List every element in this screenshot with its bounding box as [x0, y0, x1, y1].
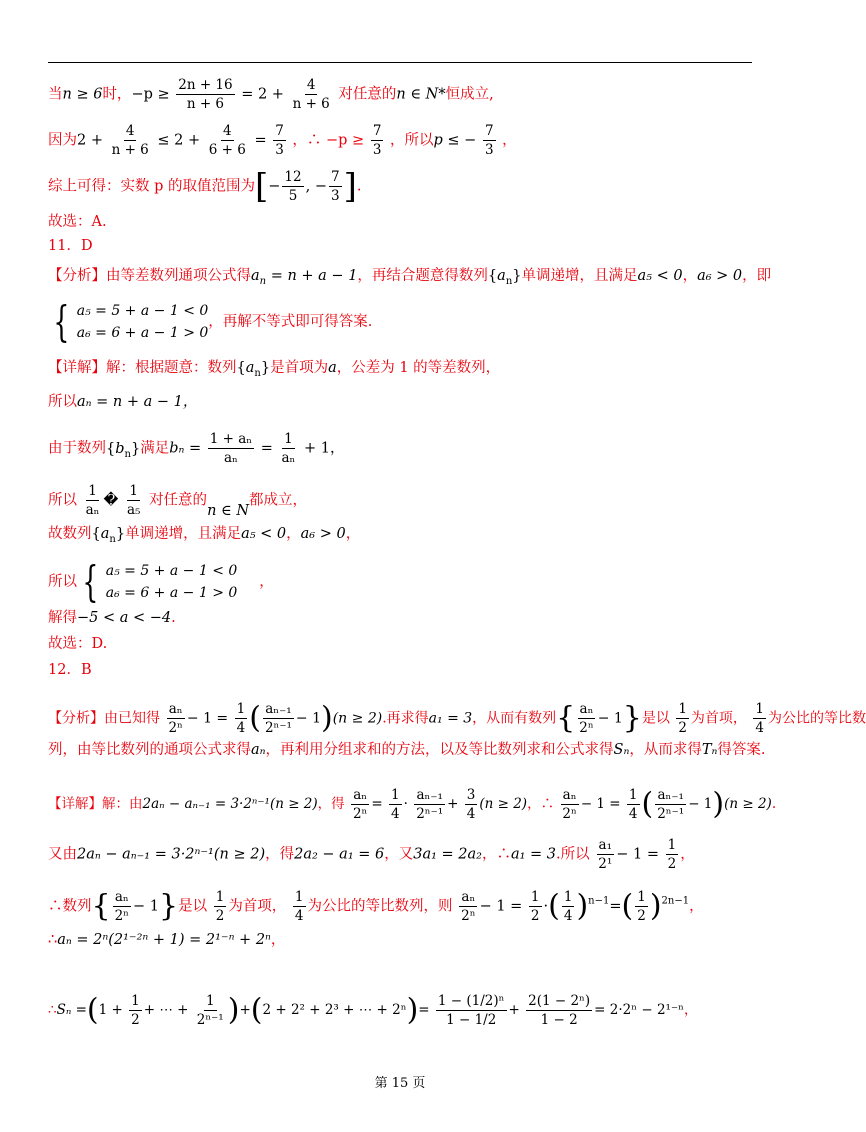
text: ，	[502, 132, 517, 149]
fraction	[263, 700, 294, 737]
denominator: 4	[294, 908, 304, 924]
math: + 1，	[304, 440, 345, 457]
denominator: 2	[131, 1012, 140, 1028]
replacement-glyph: �	[103, 492, 119, 509]
numerator: aₙ₋₁	[416, 787, 443, 803]
math: 2 +	[77, 132, 103, 149]
fraction	[526, 992, 592, 1029]
q10-line-1	[48, 76, 494, 113]
text: ，得	[317, 796, 345, 812]
text: 由等差数列通项公式得	[106, 268, 251, 284]
fraction	[371, 122, 384, 159]
denominator: aₙ	[85, 502, 100, 518]
fraction	[459, 888, 477, 925]
numerator: 1	[131, 993, 140, 1009]
q11-detail-4	[48, 482, 307, 519]
fraction	[282, 168, 303, 205]
q12-detail-2	[48, 836, 695, 873]
equation-system: { a₅ = 5 + a − 1 < 0 a₆ = 6 + a − 1 > 0	[82, 557, 238, 606]
text: ，	[286, 526, 301, 542]
numerator: 1	[215, 889, 225, 905]
math: =	[254, 132, 267, 149]
numerator: 1	[678, 701, 687, 717]
numerator: 7	[484, 123, 494, 139]
math: a₆ > 0	[697, 268, 743, 284]
text: 由已知得	[104, 710, 160, 727]
text: 故数列	[48, 526, 92, 542]
text: .再求得	[382, 710, 429, 727]
numerator: aₙ₋₁	[265, 701, 292, 717]
equation-system: { a₅ = 5 + a − 1 < 0 a₆ = 6 + a − 1 > 0	[53, 297, 209, 346]
denominator: 2	[667, 856, 677, 872]
math: − 1 =	[186, 710, 229, 727]
numerator: 1	[637, 889, 646, 905]
math: − 1	[295, 710, 321, 727]
numerator: aₙ	[168, 701, 183, 717]
page-footer: 第 15 页	[374, 1076, 426, 1091]
text: ∴	[48, 1002, 57, 1018]
text: ，	[270, 932, 286, 948]
text: 综上可得：实数 p 的取值范围为	[48, 178, 255, 195]
denominator: 4	[755, 720, 764, 736]
math: aₙ = 2ⁿ(2¹⁻²ⁿ + 1) = 2¹⁻ⁿ + 2ⁿ	[57, 932, 271, 948]
math: (n ≥ 2)	[332, 710, 383, 727]
denominator: 4	[466, 806, 476, 822]
math: (n ≥ 2)	[269, 796, 318, 812]
math: + ⋯ +	[143, 1002, 189, 1018]
text: ∴数列	[48, 898, 92, 915]
numerator: 7	[330, 169, 340, 185]
text: 解：根据题意：数列	[106, 360, 237, 376]
math: (n ≥ 2)	[724, 796, 772, 812]
fraction	[389, 786, 402, 823]
q10-line-2	[48, 122, 517, 159]
math: =	[260, 440, 273, 457]
math: aₙ	[251, 742, 266, 758]
math: =	[418, 1002, 430, 1018]
text: ，再利用分组求和的方法，以及等比数列求和公式求得	[265, 742, 614, 758]
text: .所以	[556, 846, 590, 863]
numerator: 1	[755, 701, 764, 717]
text: 当	[48, 86, 63, 103]
denominator: 2ⁿ	[114, 908, 130, 924]
text: 为公比的等比数	[767, 710, 866, 727]
denominator: 3	[372, 142, 382, 158]
text: 解得	[48, 610, 77, 626]
exponent: 2n−1	[661, 895, 690, 907]
denominator: 2ⁿ⁻¹	[196, 1012, 224, 1028]
fraction	[125, 482, 142, 519]
denominator: 4	[628, 806, 638, 822]
q11-detail-8: 故选：D.	[48, 636, 108, 652]
bracket-left: [	[255, 166, 269, 207]
numerator: 1	[530, 889, 540, 905]
text: ，即	[742, 268, 772, 284]
bracket-right: ]	[343, 166, 357, 207]
numerator: 7	[275, 123, 284, 139]
math: ·	[403, 796, 408, 812]
q11-detail-1: 【详解】解：根据题意：数列$\{a_n\}$是首项为a，公差为 1 的等差数列，	[48, 360, 501, 379]
math: 2aₙ − aₙ₋₁ = 3·2ⁿ⁻¹	[77, 846, 214, 863]
math: ≤ 2 +	[157, 132, 201, 149]
math: − 1 =	[479, 898, 523, 915]
math: −p ≥	[131, 86, 170, 103]
denominator: 2ⁿ⁻¹	[264, 720, 292, 736]
q12-detail-5: ∴Sₙ =(1 + $\frac{1}{2}$ + ⋯ + $\frac{1}{\text{2ⁿ⁻¹}}$ )+(2 + 2² + 2³ + ⋯ + 2ⁿ)= $\frac{\text{1 − (1/2)ⁿ}}{1 - 1/2}$ + $\frac{\text{2(1 − 2ⁿ)}}{1 - 2}$ = 2·2ⁿ − 2¹⁻ⁿ，	[48, 992, 698, 1028]
numerator: aₙ	[579, 701, 594, 717]
text: ，再结合题意得数列	[357, 268, 488, 284]
fraction	[562, 888, 575, 925]
text: ，	[683, 1002, 698, 1018]
q11-analysis-1: 【分析】由等差数列通项公式得$a_n = n + a - 1$，再结合题意得数列$\{a_n\}$单调递增，且满足a₅ < 0，a₆ > 0，即	[48, 268, 772, 287]
q10-line-3: 综上可得：实数 p 的取值范围为[− $\frac{12}{5}$ , − $\frac{7}{3}$ ].	[48, 166, 362, 207]
fraction	[560, 786, 578, 823]
math: Tₙ	[701, 742, 718, 758]
fraction	[207, 122, 248, 159]
denominator: 4	[391, 806, 400, 822]
text: 对任意的	[149, 492, 208, 509]
q11-analysis-2	[48, 297, 373, 346]
math: n ∈ N*	[396, 86, 446, 103]
denominator: 2¹	[598, 856, 613, 872]
text: ，公差为 1 的等差数列，	[336, 360, 501, 376]
text: 是首项为	[270, 360, 329, 376]
math: n ≥ 6	[62, 86, 103, 103]
math: − 1	[597, 710, 623, 727]
fraction	[436, 992, 507, 1029]
fraction	[166, 700, 184, 737]
numerator: 1	[129, 483, 139, 499]
q11-detail-2	[48, 392, 197, 412]
fraction	[465, 786, 478, 823]
denominator: 5	[288, 188, 298, 204]
row: a₅ = 5 + a − 1 < 0	[105, 563, 238, 579]
q12-analysis-2	[48, 740, 766, 760]
denominator: 2ⁿ	[461, 908, 476, 924]
numerator: 1	[88, 483, 97, 499]
fraction	[235, 700, 248, 737]
text: 所以	[48, 394, 77, 410]
numerator: 4	[125, 123, 135, 139]
denominator: 2	[637, 908, 646, 924]
math: =	[609, 898, 622, 915]
denominator: 2	[215, 908, 225, 924]
math: +	[239, 1002, 251, 1018]
text: 单调递增，且满足	[125, 526, 242, 542]
fraction	[676, 700, 689, 737]
q12-detail-3: ∴数列{ $\frac{\text{aₙ}}{\text{2ⁿ}}$ − 1}是以 $\frac{1}{2}$ 为首项， $\frac{1}{4}$ 为公比的等比数列，则 $\frac{\text{aₙ}}{\text{2ⁿ}}$ − 1 = $\frac{1}{2}$ ·( $\frac{1}{4}$ )$^{n-1}$=( $\frac{1}{2}$ )$^{2n-1}$，	[48, 888, 704, 924]
math-rest: = n + a − 1	[266, 268, 358, 284]
text: 满足	[140, 440, 170, 457]
text: 得答案.	[717, 742, 766, 758]
text: 为首项，	[228, 898, 287, 915]
denominator: 2	[678, 720, 687, 736]
numerator: 1	[563, 889, 573, 905]
math: n ∈ N	[207, 502, 250, 519]
denominator: 4	[563, 908, 573, 924]
numerator: 1 − (1/2)ⁿ	[437, 993, 505, 1009]
numerator: 4	[222, 123, 232, 139]
detail-tag: 【详解】	[48, 796, 102, 812]
denominator: 2	[530, 908, 540, 924]
fraction	[329, 168, 342, 205]
numerator: 1 + aₙ	[209, 431, 253, 447]
denominator: 4	[236, 720, 246, 736]
text: .	[356, 178, 362, 195]
row: a₅ = 5 + a − 1 < 0	[76, 303, 209, 319]
row: a₆ = 6 + a − 1 > 0	[105, 585, 238, 601]
text: .	[771, 796, 777, 812]
denominator: 2ⁿ	[168, 720, 183, 736]
denominator: 1 − 2	[540, 1012, 578, 1028]
math: +	[447, 796, 459, 812]
fraction	[195, 992, 226, 1029]
text: ，	[345, 526, 361, 542]
numerator: 3	[466, 787, 476, 803]
text: 又由	[48, 846, 77, 863]
denominator: a₅	[126, 502, 141, 518]
q11-detail-5: 故数列$\{a_n\}$单调递增，且满足a₅ < 0，a₆ > 0，	[48, 526, 361, 545]
fraction	[655, 786, 686, 823]
math: 2 + 2² + 2³ + ⋯ + 2ⁿ	[262, 1002, 407, 1018]
numerator: 1	[205, 993, 215, 1009]
math: a₁ = 3	[510, 846, 557, 863]
fraction	[666, 836, 679, 873]
numerator: 4	[306, 77, 316, 93]
math: = 2 +	[241, 86, 284, 103]
denominator: 2ⁿ	[579, 720, 594, 736]
q11-detail-6	[48, 557, 274, 606]
denominator: 1 − 1/2	[446, 1012, 497, 1028]
denominator: n + 6	[111, 142, 149, 158]
math: a₅ < 0	[637, 268, 683, 284]
header-rule	[48, 62, 752, 63]
fraction	[351, 786, 369, 823]
denominator: aₙ	[281, 450, 296, 466]
q10-line-4: 故选：A.	[48, 214, 107, 230]
math: 1 +	[98, 1002, 123, 1018]
text: ，∴	[527, 796, 555, 812]
text: ，	[259, 574, 274, 590]
fraction	[129, 992, 142, 1029]
numerator: 2(1 − 2ⁿ)	[528, 993, 591, 1009]
text: ，又	[384, 846, 414, 863]
math: $a_n = n + a - 1$	[251, 268, 358, 287]
fraction	[291, 76, 332, 113]
denominator: 3	[330, 188, 340, 204]
text: 所以	[48, 574, 77, 590]
numerator: 7	[372, 123, 382, 139]
math: bₙ =	[169, 440, 202, 457]
math: ，∴ −p ≥	[292, 132, 365, 149]
fraction	[84, 482, 102, 519]
denominator: 2ⁿ⁻¹	[657, 806, 685, 822]
denominator: 2ⁿ	[562, 806, 577, 822]
fraction	[273, 122, 286, 159]
math: 2aₙ − aₙ₋₁ = 3·2ⁿ⁻¹	[142, 796, 270, 812]
numerator: aₙ	[353, 787, 368, 803]
analysis-tag: 【分析】	[48, 268, 106, 284]
math: −5 < a < −4	[77, 610, 172, 626]
math: ·	[543, 898, 549, 915]
q12-detail-4	[48, 930, 285, 950]
text: 所以	[48, 492, 77, 509]
numerator: 12	[284, 169, 302, 185]
numerator: 1	[391, 787, 400, 803]
text: 是以	[178, 898, 208, 915]
denominator: n + 6	[292, 96, 330, 112]
row: a₆ = 6 + a − 1 > 0	[76, 325, 209, 341]
fraction	[414, 786, 445, 823]
text: 解：由	[102, 796, 143, 812]
text: 为首项，	[690, 710, 747, 727]
text: 列，由等比数列的通项公式求得	[48, 742, 251, 758]
fraction	[577, 700, 595, 737]
math: a	[328, 360, 337, 376]
text: .	[171, 610, 176, 626]
symbol: a	[251, 268, 260, 284]
math: = 2·2ⁿ − 2¹⁻ⁿ	[594, 1002, 684, 1018]
fraction	[753, 700, 766, 737]
q12-header: 12．B	[48, 662, 92, 678]
denominator: n + 6	[186, 96, 225, 112]
numerator: 1	[236, 701, 246, 717]
q12-detail-1: 【详解】解：由2aₙ − aₙ₋₁ = 3·2ⁿ⁻¹(n ≥ 2)，得 $\frac{\text{aₙ}}{\text{2ⁿ}}$ = $\frac{1}{4}$ · $\frac{\text{aₙ₋₁}}{\text{2ⁿ⁻¹}}$ + $\frac{3}{4}$ (n ≥ 2)，∴ $\frac{\text{aₙ}}{\text{2ⁿ}}$ − 1 = $\frac{1}{4}$ ( $\frac{\text{aₙ₋₁}}{\text{2ⁿ⁻¹}}$ − 1)(n ≥ 2).	[48, 786, 777, 822]
numerator: 1	[667, 837, 677, 853]
text: ，∴	[481, 846, 511, 863]
analysis-tag: 【分析】	[48, 710, 104, 727]
text: ，	[689, 898, 704, 915]
math: =	[371, 796, 383, 812]
fraction	[483, 122, 496, 159]
denominator: 2ⁿ⁻¹	[416, 806, 444, 822]
fraction	[529, 888, 542, 925]
denominator: aₙ	[223, 450, 238, 466]
text: 为公比的等比数列，则	[307, 898, 453, 915]
math: 3a₁ = 2a₂	[413, 846, 482, 863]
math: (n ≥ 2)	[479, 796, 528, 812]
numerator: aₙ	[461, 889, 476, 905]
fraction	[214, 888, 227, 925]
fraction	[110, 122, 151, 159]
numerator: aₙ	[114, 889, 129, 905]
text: 由于数列	[48, 440, 106, 457]
math: (n ≥ 2)	[213, 846, 266, 863]
text: 都成立，	[249, 492, 308, 509]
fraction	[176, 76, 234, 113]
denominator: 2ⁿ	[352, 806, 368, 822]
numerator: 1	[284, 431, 293, 447]
text: ，	[682, 268, 698, 284]
fraction	[596, 836, 614, 873]
text: ，从而求得	[629, 742, 702, 758]
numerator: a₁	[598, 837, 612, 853]
math: +	[508, 1002, 520, 1018]
q11-detail-3: 由于数列$\{b_n\}$满足bₙ = $\frac{\text{1 + aₙ}}{\text{aₙ}}$ = $\frac{1}{\text{aₙ}}$ + 1，	[48, 431, 345, 466]
text: 恒成立,	[445, 86, 494, 103]
text: 时，	[102, 86, 132, 103]
text: 单调递增，且满足	[521, 268, 638, 284]
numerator: 1	[628, 787, 638, 803]
denominator: 3	[275, 142, 284, 158]
math: − 1	[688, 796, 713, 812]
math: a₅ < 0	[241, 526, 287, 542]
fraction	[635, 888, 648, 925]
numerator: 2n + 16	[178, 77, 233, 93]
fraction	[293, 888, 306, 925]
q11-detail-7	[48, 608, 176, 628]
numerator: aₙ₋₁	[657, 787, 684, 803]
numerator: 1	[294, 889, 304, 905]
text: 对任意的	[338, 86, 397, 103]
math: − 1 =	[580, 796, 621, 812]
math: Sₙ =	[56, 1002, 87, 1018]
text: 因为	[48, 132, 77, 149]
exponent: n−1	[588, 895, 610, 907]
text: ∴	[48, 932, 58, 948]
text: ，	[680, 846, 695, 863]
text: ，所以	[390, 132, 434, 149]
text: 是以	[641, 710, 670, 727]
math: aₙ = n + a − 1，	[77, 394, 198, 410]
denominator: 3	[484, 142, 494, 158]
fraction	[208, 430, 254, 467]
detail-tag: 【详解】	[48, 360, 106, 376]
math: a₆ > 0	[300, 526, 346, 542]
math: − 1	[133, 898, 160, 915]
math: − 1 =	[616, 846, 660, 863]
math: p ≤ −	[433, 132, 477, 149]
fraction	[113, 888, 131, 925]
fraction	[627, 786, 640, 823]
math: a₁ = 3	[428, 710, 473, 727]
text: ，再解不等式即可得答案.	[208, 314, 373, 330]
denominator: 6 + 6	[208, 142, 246, 158]
q11-header: 11．D	[48, 238, 93, 254]
numerator: aₙ	[562, 787, 577, 803]
text: ，得	[265, 846, 295, 863]
q12-analysis-1: 【分析】由已知得 $\frac{\text{aₙ}}{\text{2ⁿ}}$ − 1 = $\frac{1}{4}$ ( $\frac{\text{aₙ₋₁}}{\text{2ⁿ⁻¹}}$ − 1)(n ≥ 2).再求得a₁ = 3，从而有数列{ $\frac{\text{aₙ}}{\text{2ⁿ}}$ − 1}是以 $\frac{1}{2}$ 为首项， $\frac{1}{4}$ 为公比的等比数	[48, 700, 866, 736]
math: Sₙ	[613, 742, 630, 758]
math: 2a₂ − a₁ = 6	[294, 846, 385, 863]
text: ，从而有数列	[472, 710, 557, 727]
fraction	[280, 430, 298, 467]
